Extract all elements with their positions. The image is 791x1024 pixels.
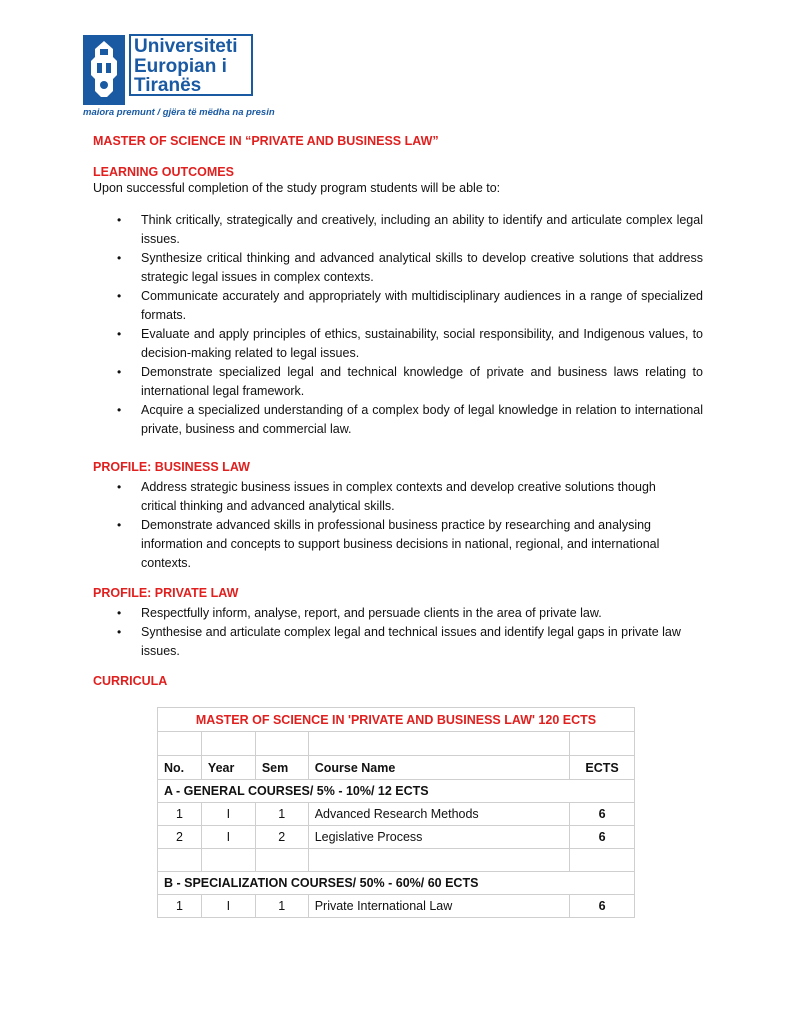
profile-business-heading: PROFILE: BUSINESS LAW bbox=[93, 460, 250, 474]
cell-course-name: Legislative Process bbox=[308, 826, 569, 849]
cell-sem: 2 bbox=[255, 826, 308, 849]
table-row bbox=[158, 803, 635, 826]
cell-year: I bbox=[201, 895, 255, 918]
table-title-row bbox=[158, 708, 635, 732]
cell-sem: 1 bbox=[255, 895, 308, 918]
list-item: • Evaluate and apply principles of ethics, sustainability, social responsibility, and Indigenous values, to decision-making related to legal issues. bbox=[117, 325, 703, 363]
logo-motto: maiora premunt / gjëra të mëdha na presin bbox=[83, 107, 275, 118]
list-item: • Demonstrate advanced skills in professional business practice by researching and analysing information and concepts to support business decisions in national, regional, and international contexts. bbox=[117, 516, 677, 573]
cell-course-name: Private International Law bbox=[308, 895, 569, 918]
section-a-label: A - GENERAL COURSES/ 5% - 10%/ 12 ECTS bbox=[158, 780, 635, 803]
cell-ects: 6 bbox=[570, 895, 635, 918]
learning-outcomes-heading: LEARNING OUTCOMES bbox=[93, 165, 234, 179]
logo-emblem bbox=[83, 35, 125, 105]
cell-no: 1 bbox=[158, 803, 202, 826]
list-item: • Acquire a specialized understanding of a complex body of legal knowledge in relation to international private, business and commercial law. bbox=[117, 401, 703, 439]
list-item: • Synthesize critical thinking and advanced analytical skills to develop creative solutions that address strategic legal issues in complex contexts. bbox=[117, 249, 703, 287]
learning-outcomes-list bbox=[117, 211, 703, 439]
section-b-label: B - SPECIALIZATION COURSES/ 50% - 60%/ 60 ECTS bbox=[158, 872, 635, 895]
list-item: • Think critically, strategically and creatively, including an ability to identify and articulate complex legal issues. bbox=[117, 211, 703, 249]
curricula-table bbox=[157, 707, 635, 918]
profile-business-list bbox=[117, 478, 677, 573]
list-item: • Demonstrate specialized legal and technical knowledge of private and business laws relating to international legal framework. bbox=[117, 363, 703, 401]
cell-course-name: Advanced Research Methods bbox=[308, 803, 569, 826]
column-header-no: No. bbox=[158, 756, 202, 780]
curricula-heading: CURRICULA bbox=[93, 674, 168, 688]
profile-private-list bbox=[117, 604, 707, 661]
document-title: MASTER OF SCIENCE IN “PRIVATE AND BUSINESS LAW” bbox=[93, 134, 439, 148]
logo-wordmark bbox=[129, 34, 253, 96]
cell-no: 1 bbox=[158, 895, 202, 918]
table-title: MASTER OF SCIENCE IN 'PRIVATE AND BUSINESS LAW' 120 ECTS bbox=[158, 708, 635, 732]
section-row bbox=[158, 872, 635, 895]
table-row bbox=[158, 732, 635, 756]
list-item: • Respectfully inform, analyse, report, and persuade clients in the area of private law. bbox=[117, 604, 707, 623]
list-item: • Address strategic business issues in complex contexts and develop creative solutions though critical thinking and advanced analytical skills. bbox=[117, 478, 677, 516]
logo-line-1: Universiteti bbox=[134, 36, 238, 57]
section-row bbox=[158, 780, 635, 803]
cell-year: I bbox=[201, 826, 255, 849]
table-row bbox=[158, 826, 635, 849]
profile-private-heading: PROFILE: PRIVATE LAW bbox=[93, 586, 239, 600]
cell-no: 2 bbox=[158, 826, 202, 849]
table-header-row bbox=[158, 756, 635, 780]
column-header-course-name: Course Name bbox=[308, 756, 569, 780]
logo-line-2: Europian i bbox=[134, 55, 227, 77]
table-row bbox=[158, 895, 635, 918]
cell-ects: 6 bbox=[570, 826, 635, 849]
table-row bbox=[158, 849, 635, 872]
university-logo bbox=[83, 35, 283, 118]
learning-outcomes-intro: Upon successful completion of the study program students will be able to: bbox=[93, 181, 501, 195]
column-header-year: Year bbox=[201, 756, 255, 780]
logo-line-3: Tiranës bbox=[134, 75, 202, 96]
column-header-ects: ECTS bbox=[570, 756, 635, 780]
cell-year: I bbox=[201, 803, 255, 826]
cell-ects: 6 bbox=[570, 803, 635, 826]
cell-sem: 1 bbox=[255, 803, 308, 826]
list-item: • Communicate accurately and appropriately with multidisciplinary audiences in a range of specialized formats. bbox=[117, 287, 703, 325]
column-header-sem: Sem bbox=[255, 756, 308, 780]
list-item: • Synthesise and articulate complex legal and technical issues and identify legal gaps in private law issues. bbox=[117, 623, 707, 661]
